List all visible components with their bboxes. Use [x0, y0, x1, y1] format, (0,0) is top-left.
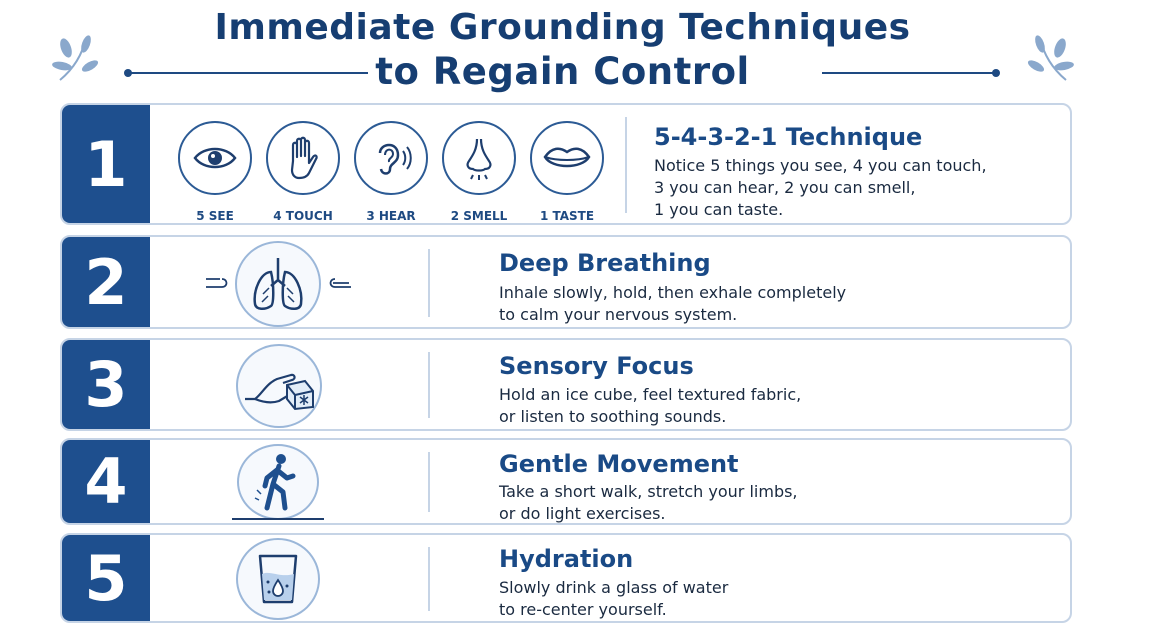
sense-count: 5 [196, 209, 205, 223]
sense-count: 1 [539, 209, 549, 223]
description-line: Notice 5 things you see, 4 you can touch, [654, 156, 987, 175]
sense-label: SEE [208, 209, 234, 223]
description-line: or do light exercises. [499, 504, 666, 523]
sense-touch [264, 121, 342, 223]
page-title-line1: Immediate Grounding Techniques [214, 7, 911, 48]
technique-title: Deep Breathing [499, 249, 711, 277]
lips-icon [542, 143, 592, 173]
description-line: Slowly drink a glass of water [499, 578, 729, 597]
description-line: Take a short walk, stretch your limbs, [499, 482, 798, 501]
sense-see [176, 121, 254, 223]
sense-count: 4 [273, 209, 282, 223]
technique-row-1 [60, 103, 1072, 225]
breath-out-icon [327, 273, 353, 293]
hydration-icon-circle [236, 538, 320, 620]
walking-person-icon [253, 452, 303, 512]
sense-label: SMELL [463, 209, 508, 223]
hand-icon [283, 135, 323, 181]
description-line: to re-center yourself. [499, 600, 667, 619]
step-number: 3 [62, 340, 150, 429]
sense-count: 3 [366, 209, 375, 223]
sensory-icon-circle [236, 344, 322, 428]
technique-row-2 [60, 235, 1072, 329]
sense-label: HEAR [378, 209, 416, 223]
description-line: to calm your nervous system. [499, 305, 738, 324]
technique-description [499, 481, 798, 525]
header [0, 6, 1152, 98]
technique-title: Gentle Movement [499, 450, 739, 478]
sense-smell [440, 121, 518, 223]
breath-in-icon [204, 273, 230, 293]
description-line: 3 you can hear, 2 you can smell, [654, 178, 916, 197]
row-divider [428, 352, 430, 418]
technique-description [654, 155, 987, 221]
sense-label: TOUCH [285, 209, 333, 223]
row-divider [625, 117, 627, 213]
water-glass-icon [256, 552, 300, 606]
technique-description [499, 282, 846, 326]
step-number: 2 [62, 237, 150, 327]
movement-icon-circle [237, 444, 319, 520]
technique-title: Hydration [499, 545, 634, 573]
description-line: or listen to soothing sounds. [499, 407, 727, 426]
description-line: Inhale slowly, hold, then exhale completely [499, 283, 847, 302]
row-divider [428, 547, 430, 611]
sense-label: TASTE [552, 209, 595, 223]
description-line: 1 you can taste. [654, 200, 784, 219]
nose-icon [459, 135, 499, 181]
ground-line [232, 518, 324, 520]
technique-title: 5-4-3-2-1 Technique [654, 123, 923, 151]
eye-icon [192, 143, 238, 173]
row-divider [428, 452, 430, 512]
step-number: 4 [62, 440, 150, 523]
technique-description [499, 384, 801, 428]
step-number: 1 [62, 105, 150, 223]
sense-count: 2 [450, 209, 460, 223]
sense-hear [352, 121, 430, 223]
technique-title: Sensory Focus [499, 352, 694, 380]
page-title-line2: to Regain Control [375, 50, 750, 93]
technique-row-5 [60, 533, 1072, 623]
ear-icon [368, 135, 414, 181]
step-number: 5 [62, 535, 150, 621]
description-line: Hold an ice cube, feel textured fabric, [499, 385, 802, 404]
technique-description [499, 577, 728, 621]
technique-row-4 [60, 438, 1072, 525]
lungs-icon [247, 254, 309, 314]
lungs-icon-circle [235, 241, 321, 327]
sense-taste [528, 121, 606, 223]
technique-row-3 [60, 338, 1072, 431]
hand-ice-cube-icon [243, 361, 315, 411]
row-divider [428, 249, 430, 317]
